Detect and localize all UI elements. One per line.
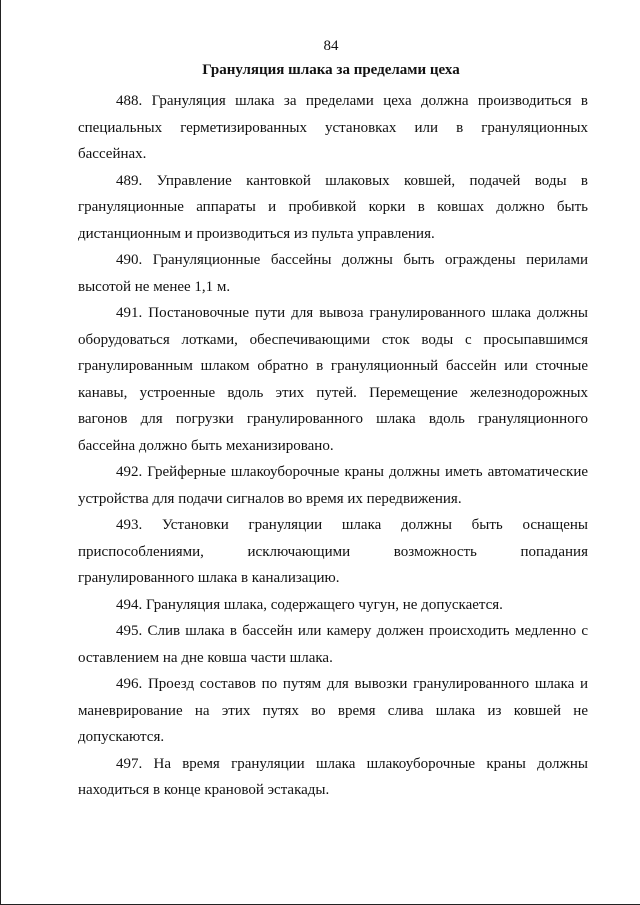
paragraph-489: 489. Управление кантовкой шлаковых ковшей, подачей воды в грануляционные аппараты и пробивкой корки в ковшах должно быть дистанционным и производиться из пульта управления. xyxy=(78,172,588,242)
paragraph-492: 492. Грейферные шлакоуборочные краны должны иметь автоматические устройства для подачи сигналов во время их передвижения. xyxy=(78,464,588,507)
paragraph-497: 497. На время грануляции шлака шлакоуборочные краны должны находиться в конце крановой эстакады. xyxy=(78,755,588,798)
paragraph-494: 494. Грануляция шлака, содержащего чугун, не допускается. xyxy=(116,596,503,613)
paragraph-495: 495. Слив шлака в бассейн или камеру должен происходить медленно с оставлением на дне ковша части шлака. xyxy=(78,623,588,666)
paragraph-493: 493. Установки грануляции шлака должны быть оснащены приспособлениями, исключающими возможность попадания гранулированного шлака в канализацию. xyxy=(78,517,588,586)
paragraph-488: 488. Грануляция шлака за пределами цеха должна производиться в специальных герметизированных установках или в грануляционных бассейнах. xyxy=(78,93,588,162)
paragraph-491: 491. Постановочные пути для вывоза гранулированного шлака должны оборудоваться лотками, обеспечивающими сток воды с просыпавшимся гранулированным шлаком обратно в грануляционный бассейн или сточные канавы, устроенные вдоль этих путей. Перемещение железнодорожных вагонов для погрузки гранулированного шлака вдоль грануляционного бассейна должно быть механизировано. xyxy=(78,305,588,454)
document-body xyxy=(78,88,588,804)
paragraph-496: 496. Проезд составов по путям для вывозки гранулированного шлака и маневрирование на этих путях во время слива шлака из ковшей не допускаются. xyxy=(78,676,588,745)
paragraph-490: 490. Грануляционные бассейны должны быть ограждены перилами высотой не менее 1,1 м. xyxy=(78,252,588,295)
page-number: 84 xyxy=(323,38,339,54)
section-title: Грануляция шлака за пределами цеха xyxy=(202,62,460,78)
